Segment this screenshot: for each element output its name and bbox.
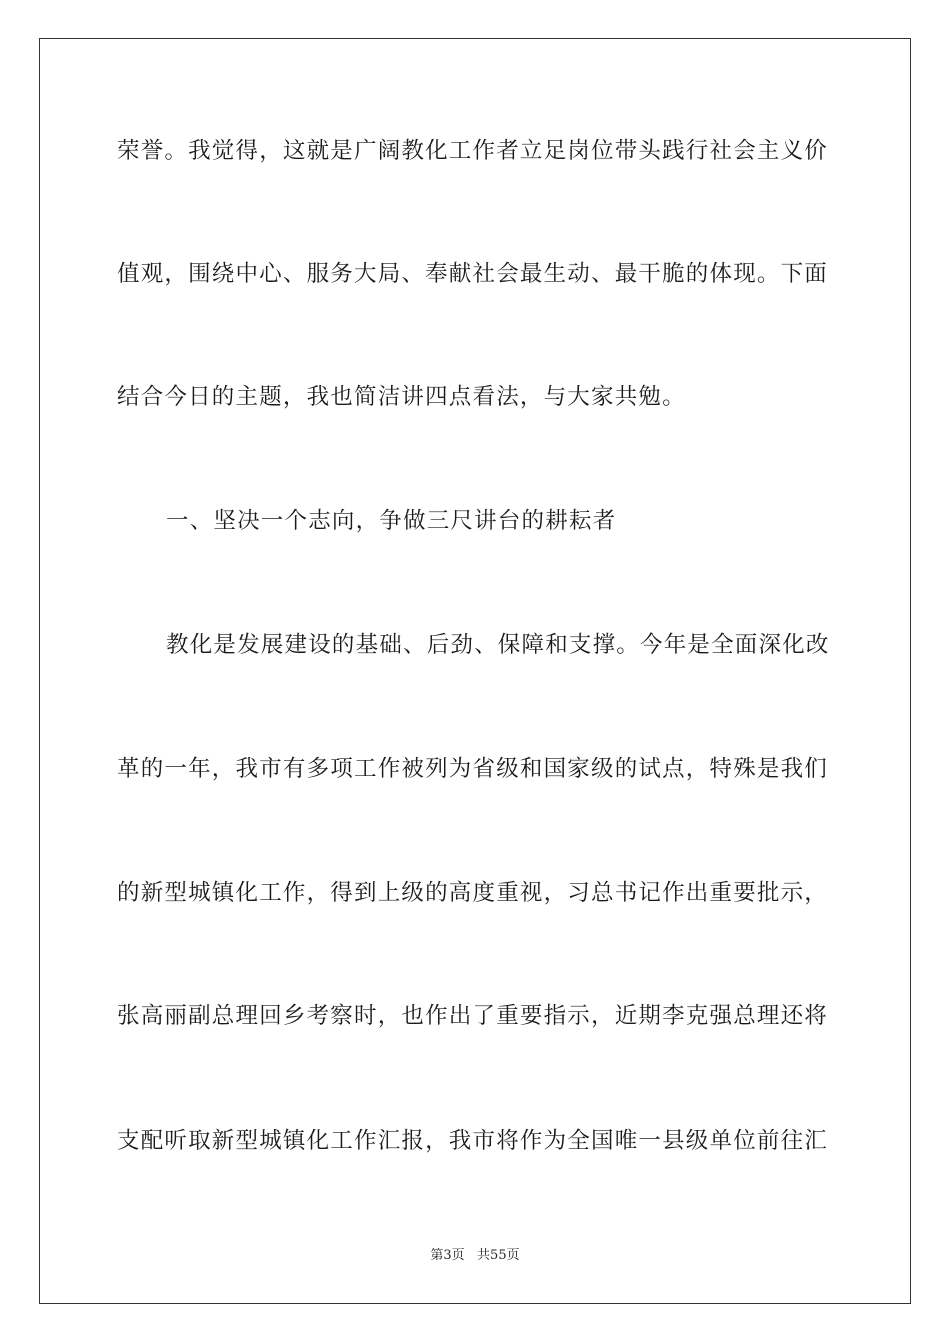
page-number-footer: 第3页 共55页 (430, 1248, 520, 1263)
text-line: 荣誉。我觉得，这就是广阔教化工作者立足岗位带头践行社会主义价 (117, 138, 829, 164)
text-line: 教化是发展建设的基础、后劲、保障和支撑。今年是全面深化改 (166, 632, 830, 658)
text-line: 张高丽副总理回乡考察时，也作出了重要指示，近期李克强总理还将 (117, 1003, 829, 1029)
text-line: 的新型城镇化工作，得到上级的高度重视，习总书记作出重要批示， (117, 880, 829, 906)
page-border (39, 38, 911, 1304)
text-line: 结合今日的主题，我也简洁讲四点看法，与大家共勉。 (117, 384, 686, 410)
text-line: 值观，围绕中心、服务大局、奉献社会最生动、最干脆的体现。下面 (117, 261, 829, 287)
section-heading: 一、坚决一个志向，争做三尺讲台的耕耘者 (166, 508, 617, 534)
text-line: 革的一年，我市有多项工作被列为省级和国家级的试点，特殊是我们 (117, 756, 829, 782)
text-line: 支配听取新型城镇化工作汇报，我市将作为全国唯一县级单位前往汇 (117, 1128, 829, 1154)
